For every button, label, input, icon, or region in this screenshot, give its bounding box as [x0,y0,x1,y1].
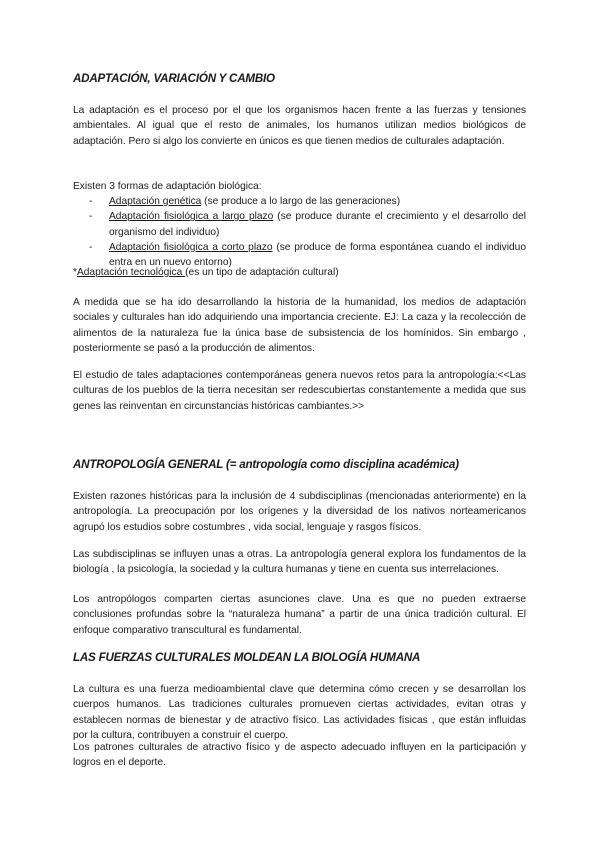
note-asterisk: * [73,267,77,278]
paragraph-culture-force: La cultura es una fuerza medioambiental clave que determina cómo crecen y se desarrollan los cuerpos humanos. Las tradiciones culturales promueven ciertas actividades, evitan otras y establecen normas de bienestar y de atractivo físico. Las actividades físicas , que están influidas por la cultura, contribuyen a construir el cuerpo. [73,684,526,741]
adaptation-forms-list [73,194,526,270]
paragraph-patterns: Los patrones culturales de atractivo físico y de aspecto adecuado influyen en la participación y logros en el deporte. [73,742,526,769]
term-description: (se produce durante el crecimiento y el desarrollo del organismo del individuo) [109,211,526,238]
dash-bullet: - [89,196,93,207]
paragraph-assumptions: Los antropólogos comparten ciertas asunciones clave. Una es que no pueden extraerse conclusiones profundas sobre la “naturaleza humana” a partir de una única tradición cultural. El enfoque comparativo transcultural es fundamental. [73,594,526,636]
list-item [73,194,526,209]
term-description: (se produce de forma espontánea cuando el individuo entra en un nuevo entorno) [109,241,526,269]
list-item [73,209,526,240]
note-description: (es un tipo de adaptación cultural) [185,267,339,278]
term-long-term: Adaptación fisiológica a largo plazo [109,211,274,223]
paragraph-challenges: El estudio de tales adaptaciones contemporáneas genera nuevos retos para la antropología:<<Las culturas de los pueblos de la tierra necesitan ser redescubiertas constantemente a medida que sus genes las reinventan en circunstancias históricas cambiantes.>> [73,370,526,412]
paragraph-history: A medida que se ha ido desarrollando la historia de la humanidad, los medios de adaptación sociales y culturales han ido adquiriendo una importancia creciente. EJ: La caza y la recolección de alimentos de la naturaleza fue la única base de subsistencia de los homínidos. Sin embargo , posteriormente se pasó a la producción de alimentos. [73,297,526,354]
section-heading-fuerzas: LAS FUERZAS CULTURALES MOLDEAN LA BIOLOGÍA HUMANA [73,651,421,664]
note-technological [73,265,526,280]
paragraph-reasons: Existen razones históricas para la inclusión de 4 subdisciplinas (mencionadas anteriormente) en la antropología. La preocupación por los orígenes y la diversidad de los nativos norteamericanos agrupó los estudios sobre costumbres , vida social, lenguaje y rasgos físicos. [73,491,526,533]
term-short-term: Adaptación fisiológica a corto plazo [109,241,273,253]
paragraph-subdisciplines: Las subdisciplinas se influyen unas a otras. La antropología general explora los fundamentos de la biología , la psicología, la sociedad y la cultura humanas y tiene en cuenta sus interrelaciones. [73,549,526,576]
term-genetic: Adaptación genética [109,196,202,207]
dash-bullet: - [89,211,93,223]
section-heading-adaptacion: ADAPTACIÓN, VARIACIÓN Y CAMBIO [73,72,275,85]
dash-bullet: - [89,241,93,253]
paragraph-forms-lead: Existen 3 formas de adaptación biológica: [73,181,262,192]
paragraph-adaptacion-intro: La adaptación es el proceso por el que los organismos hacen frente a las fuerzas y tensiones ambientales. Al igual que el resto de animales, los humanos utilizan medios biológicos de adaptación. Pero si algo los convierte en únicos es que tienen medios de culturales adaptación. [73,105,526,147]
term-description: (se produce a lo largo de las generaciones) [201,196,401,207]
section-heading-antropologia: ANTROPOLOGÍA GENERAL (= antropología como disciplina académica) [73,458,459,471]
note-term: Adaptación tecnológica [76,267,186,278]
